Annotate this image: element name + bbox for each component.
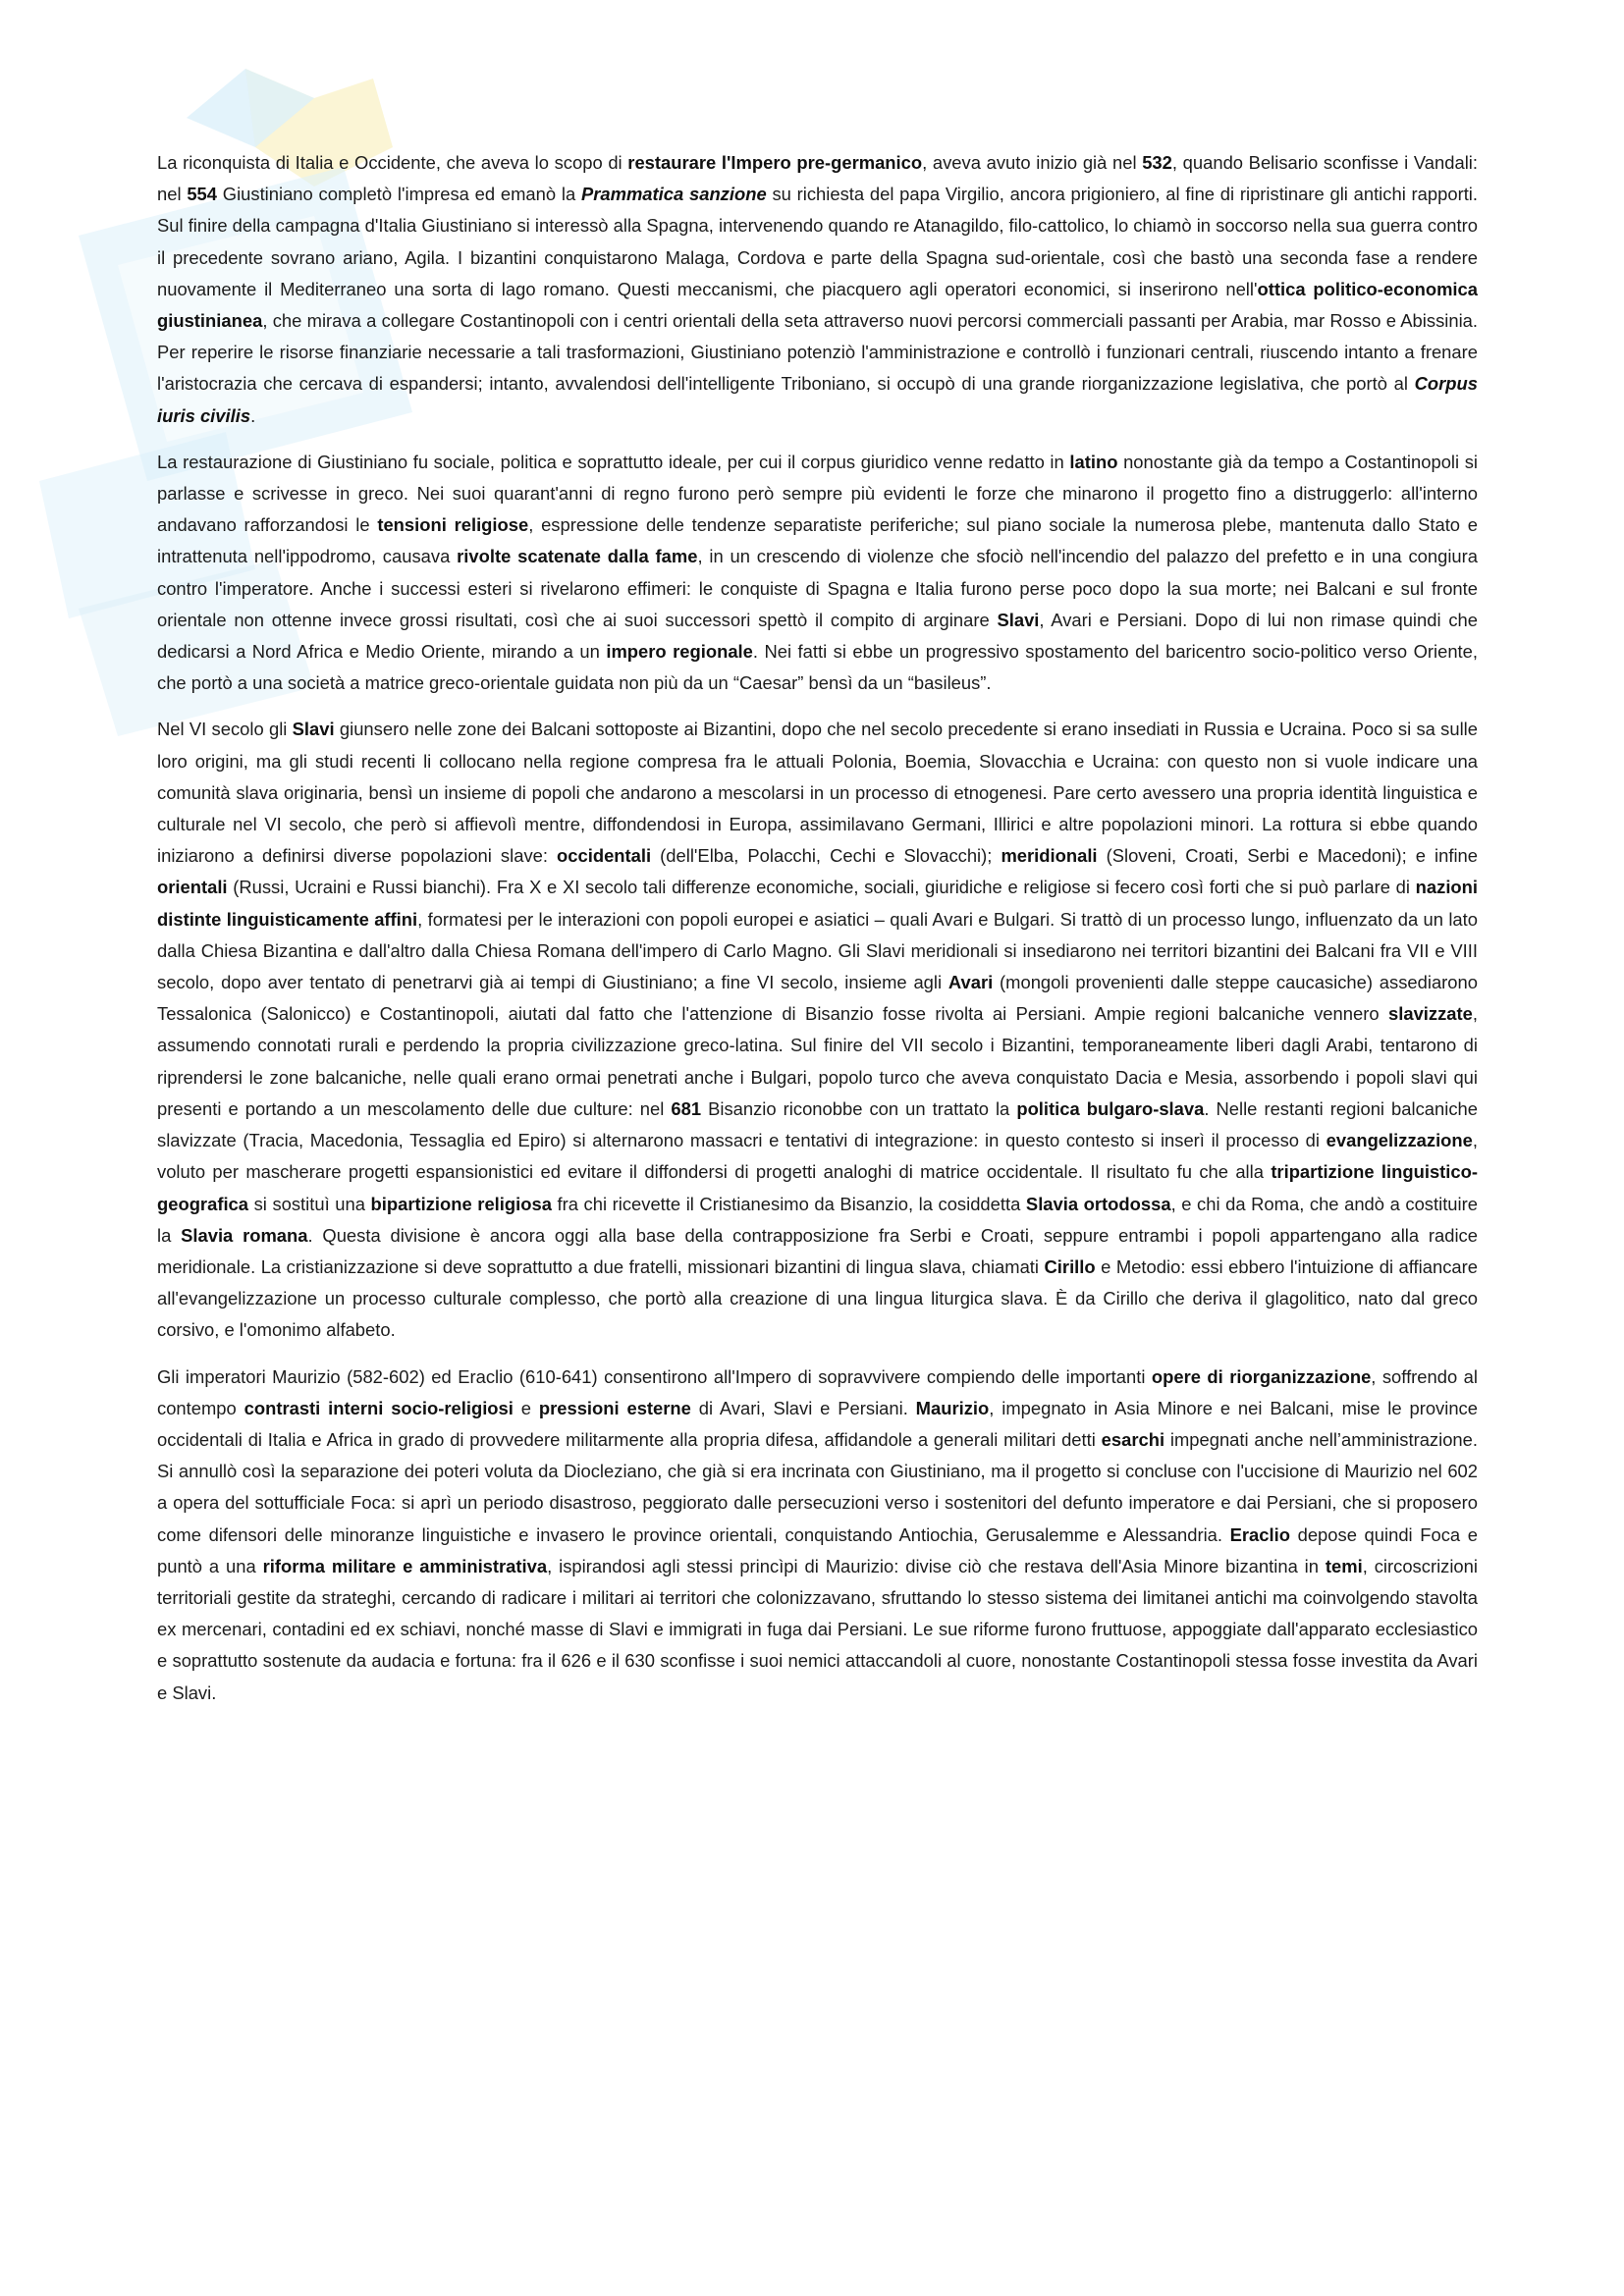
- document-body: [157, 147, 1478, 1724]
- text-run: . Nei fatti si ebbe un progressivo spostamento del baricentro socio-politico verso Oriente, che portò a una società a matrice greco-orientale guidata non più da un “Caesar” bensì da un “basileus”.: [157, 641, 1478, 694]
- emphasis-text: slavizzate: [1388, 1003, 1473, 1025]
- emphasis-text: meridionali: [1001, 845, 1098, 867]
- emphasis-text: riforma militare e amministrativa: [262, 1555, 548, 1576]
- emphasis-text: politica bulgaro-slava: [1016, 1097, 1205, 1119]
- text-run: su richiesta del papa Virgilio, ancora prigioniero, al fine di ripristinare gli antichi rapporti. Sul finire della campagna d'Italia Giustiniano si interessò alla Spagna, intervenendo quando re Atanagildo, filo-cattolico, lo chiamò in soccorso nella sua guerra contro il precedente sovrano ariano, Agila. I bizantini conquistarono Malaga, Cordova e parte della Spagna sud-orientale, così che bastò una seconda fase a rendere nuovamente il Mediterraneo una sorta di lago romano. Questi meccanismi, che piacquero agli operatori economici, si inserirono nell': [157, 184, 1479, 299]
- emphasis-text: ottica politico-economica giustinianea: [157, 278, 1478, 332]
- emphasis-text: bipartizione religiosa: [370, 1193, 552, 1214]
- emphasis-text: Slavia romana: [181, 1224, 308, 1246]
- text-run: Nel VI secolo gli: [157, 719, 293, 740]
- emphasis-text: occidentali: [557, 845, 652, 867]
- text-run: , formatesi per le interazioni con popoli europei e asiatici – quali Avari e Bulgari. Si trattò di un processo lungo, influenzato da un lato dalla Chiesa Bizantina e dall'altro dalla Chiesa Romana dell'impero di Carlo Magno. Gli Slavi meridionali si insediarono nei territori bizantini dei Balcani fra VII e VIII secolo, dopo aver tentato di penetrarvi già ai tempi di Giustiniano; a fine VI secolo, insieme agli: [157, 908, 1478, 993]
- text-run: Gli imperatori Maurizio (582-602) ed Eraclio (610-641) consentirono all'Impero di sopravvivere compiendo delle importanti: [157, 1365, 1152, 1387]
- italic-text: Prammatica sanzione: [580, 184, 767, 205]
- emphasis-text: 554: [187, 184, 217, 205]
- text-run: Giustiniano completò l'impresa ed emanò la: [217, 184, 581, 205]
- emphasis-text: Slavi: [997, 609, 1040, 630]
- paragraph: [157, 447, 1478, 700]
- emphasis-text: latino: [1069, 451, 1118, 472]
- emphasis-text: Cirillo: [1044, 1255, 1096, 1277]
- text-run: di Avari, Slavi e Persiani.: [690, 1397, 916, 1418]
- emphasis-text: Slavia ortodossa: [1025, 1193, 1171, 1214]
- text-run: , assumendo connotati rurali e perdendo la propria civilizzazione greco-latina. Sul finire del VII secolo i Bizantini, temporaneamente liberi dagli Arabi, tentarono di riprendersi le zone balcaniche, nelle quali erano ormai penetrati anche i Bulgari, popolo turco che aveva conquistato Dacia e Mesia, assorbendo i popoli slavi qui presenti e portando a un mescolamento delle due culture: nel: [157, 1003, 1478, 1119]
- text-run: (mongoli provenienti dalle steppe caucasiche) assediarono Tessalonica (Salonicco) e Costantinopoli, aiutati dal fatto che l'attenzione di Bisanzio fosse rivolta ai Persiani. Ampie regioni balcaniche vennero: [157, 972, 1478, 1025]
- paragraph: [157, 1362, 1478, 1709]
- text-run: giunsero nelle zone dei Balcani sottoposte ai Bizantini, dopo che nel secolo precedente si erano insediati in Russia e Ucraina. Poco si sa sulle loro origini, ma gli studi recenti li collocano nella regione compresa fra le attuali Polonia, Boemia, Slovacchia e Ucraina: con questo non si vuole indicare una comunità slava originaria, bensì un insieme di popoli che andarono a mescolarsi in un processo di etnogenesi. Pare certo avessero una propria identità linguistica e culturale nel VI secolo, che però si affievolì mentre, diffondendosi in Europa, assimilavano Germani, Illirici e altre popolazioni minori. La rottura si ebbe quando iniziarono a definirsi diverse popolazioni slave:: [157, 719, 1478, 867]
- text-run: impegnati anche nell’amministrazione. Si annullò così la separazione dei poteri voluta da Diocleziano, che già si era incrinata con Giustiniano, ma il progetto si concluse con l'uccisione di Maurizio nel 602 a opera del sottufficiale Foca: si aprì un periodo disastroso, peggiorato dalle persecuzioni verso i sostenitori del defunto imperatore e dai Persiani, che si proposero come difensori delle minoranze linguistiche e invasero le province orientali, conquistando Antiochia, Gerusalemme e Alessandria.: [157, 1428, 1479, 1545]
- emphasis-text: Avari: [947, 972, 994, 993]
- text-run: nonostante già da tempo a Costantinopoli si parlasse e scrivesse in greco. Nei suoi quarant'anni di regno furono però sempre più evidenti le forze che minarono il progetto fino a distruggerlo: all'interno andavano rafforzandosi le: [157, 451, 1479, 536]
- emphasis-text: tensioni religiose: [377, 514, 529, 536]
- text-run: La riconquista di Italia e Occidente, che aveva lo scopo di: [157, 152, 628, 173]
- emphasis-text: pressioni esterne: [538, 1397, 691, 1418]
- text-run: , aveva avuto inizio già nel: [922, 152, 1143, 173]
- text-run: . Questa divisione è ancora oggi alla base della contrapposizione fra Serbi e Croati, seppure entrambi i popoli appartengano alla radice meridionale. La cristianizzazione si deve soprattutto a due fratelli, missionari bizantini di lingua slava, chiamati: [157, 1224, 1478, 1277]
- emphasis-text: temi: [1325, 1555, 1363, 1576]
- emphasis-text: impero regionale: [606, 641, 753, 663]
- text-run: fra chi ricevette il Cristianesimo da Bisanzio, la cosiddetta: [551, 1193, 1026, 1214]
- emphasis-text: esarchi: [1101, 1428, 1165, 1450]
- text-run: , Avari e Persiani. Dopo di lui non rimase quindi che dedicarsi a Nord Africa e Medio Oriente, mirando a un: [157, 609, 1478, 663]
- emphasis-text: opere di riorganizzazione: [1151, 1365, 1372, 1387]
- emphasis-text: [581, 184, 767, 204]
- text-run: , ispirandosi agli stessi princìpi di Maurizio: divise ciò che restava dell'Asia Minore bizantina in: [547, 1555, 1326, 1576]
- text-run: , impegnato in Asia Minore e nei Balcani, mise le province occidentali di Italia e Africa in grado di provvedere militarmente alla propria difesa, affidandole a generali militari detti: [157, 1397, 1478, 1450]
- emphasis-text: tripartizione linguistico-geografica: [157, 1161, 1478, 1214]
- text-run: La restaurazione di Giustiniano fu sociale, politica e soprattutto ideale, per cui il corpus giuridico venne redatto in: [157, 451, 1070, 472]
- emphasis-text: rivolte scatenate dalla fame: [457, 546, 698, 567]
- paragraph: [157, 147, 1478, 432]
- text-run: e Metodio: essi ebbero l'intuizione di affiancare all'evangelizzazione un processo culturale complesso, che portò alla creazione di una lingua liturgica slava. È da Cirillo che deriva il glagolitico, nato dal greco corsivo, e l'omonimo alfabeto.: [157, 1255, 1478, 1341]
- text-run: e: [513, 1397, 539, 1418]
- italic-text: Corpus iuris civilis: [157, 373, 1478, 426]
- text-run: .: [250, 404, 256, 426]
- text-run: , espressione delle tendenze separatiste periferiche; sul piano sociale la numerosa plebe, mantenuta dallo Stato e intrattenuta nell'ippodromo, causava: [157, 514, 1479, 567]
- text-run: , soffrendo al contempo: [157, 1365, 1478, 1418]
- emphasis-text: restaurare l'Impero pre-germanico: [627, 152, 923, 173]
- text-run: , voluto per mascherare progetti espansionistici ed evitare il diffondersi di progetti analoghi di matrice occidentale. Il risultato fu che alla: [157, 1130, 1478, 1183]
- text-run: (Russi, Ucraini e Russi bianchi). Fra X e XI secolo tali differenze economiche, sociali, giuridiche e religiose si fecero così forti che si può parlare di: [227, 877, 1416, 898]
- emphasis-text: Eraclio: [1229, 1523, 1290, 1545]
- text-run: , e chi da Roma, che andò a costituire la: [157, 1193, 1478, 1246]
- emphasis-text: orientali: [157, 877, 228, 898]
- emphasis-text: evangelizzazione: [1326, 1130, 1473, 1151]
- text-run: Bisanzio riconobbe con un trattato la: [701, 1097, 1017, 1119]
- text-run: (Sloveni, Croati, Serbi e Macedoni); e infine: [1097, 845, 1478, 867]
- emphasis-text: contrasti interni socio-religiosi: [244, 1397, 514, 1418]
- text-run: . Nelle restanti regioni balcaniche slavizzate (Tracia, Macedonia, Tessaglia ed Epiro) si alternarono massacri e tentativi di integrazione: in questo contesto si inserì il processo di: [157, 1097, 1478, 1151]
- text-run: (dell'Elba, Polacchi, Cechi e Slovacchi);: [651, 845, 1001, 867]
- text-run: , che mirava a collegare Costantinopoli con i centri orientali della seta attraverso nuovi percorsi commerciali passanti per Arabia, mar Rosso e Abissinia. Per reperire le risorse finanziarie necessarie a tali trasformazioni, Giustiniano potenziò l'amministrazione e controllò i funzionari centrali, riuscendo intanto a frenare l'aristocrazia che cercava di espandersi; intanto, avvalendosi dell'intelligente Triboniano, si occupò di una grande riorganizzazione legislativa, che portò al: [157, 310, 1478, 395]
- text-run: , quando Belisario sconfisse i Vandali: nel: [157, 152, 1478, 205]
- text-run: , in un crescendo di violenze che sfociò nell'incendio del palazzo del prefetto e in una congiura contro l'imperatore. Anche i successi esteri si rivelarono effimeri: le conquiste di Spagna e Italia furono perse poco dopo la sua morte; nei Balcani e sul fronte orientale non ottenne invece grossi risultati, così che ai suoi successori spettò il compito di arginare: [157, 546, 1479, 630]
- text-run: , circoscrizioni territoriali gestite da strateghi, cercando di radicare i militari ai territori che colonizzavano, sfruttando lo stesso sistema dei limitanei antichi ma coinvolgendo stavolta ex mercenari, contadini ed ex schiavi, nonché masse di Slavi e immigrati in fuga dai Persiani. Le sue riforme furono fruttuose, appoggiate dall'apparato ecclesiastico e soprattutto sostenute da audacia e fortuna: fra il 626 e il 630 sconfisse i suoi nemici attaccandoli al cuore, nonostante Costantinopoli stessa fosse investita da Avari e Slavi.: [157, 1555, 1478, 1703]
- emphasis-text: Maurizio: [915, 1397, 990, 1418]
- emphasis-text: 532: [1142, 152, 1172, 173]
- emphasis-text: nazioni distinte linguisticamente affini: [157, 877, 1478, 930]
- text-run: depose quindi Foca e puntò a una: [157, 1523, 1478, 1576]
- emphasis-text: 681: [671, 1097, 702, 1119]
- text-run: si sostituì una: [248, 1193, 371, 1214]
- emphasis-text: Slavi: [292, 719, 335, 740]
- paragraph: [157, 714, 1478, 1346]
